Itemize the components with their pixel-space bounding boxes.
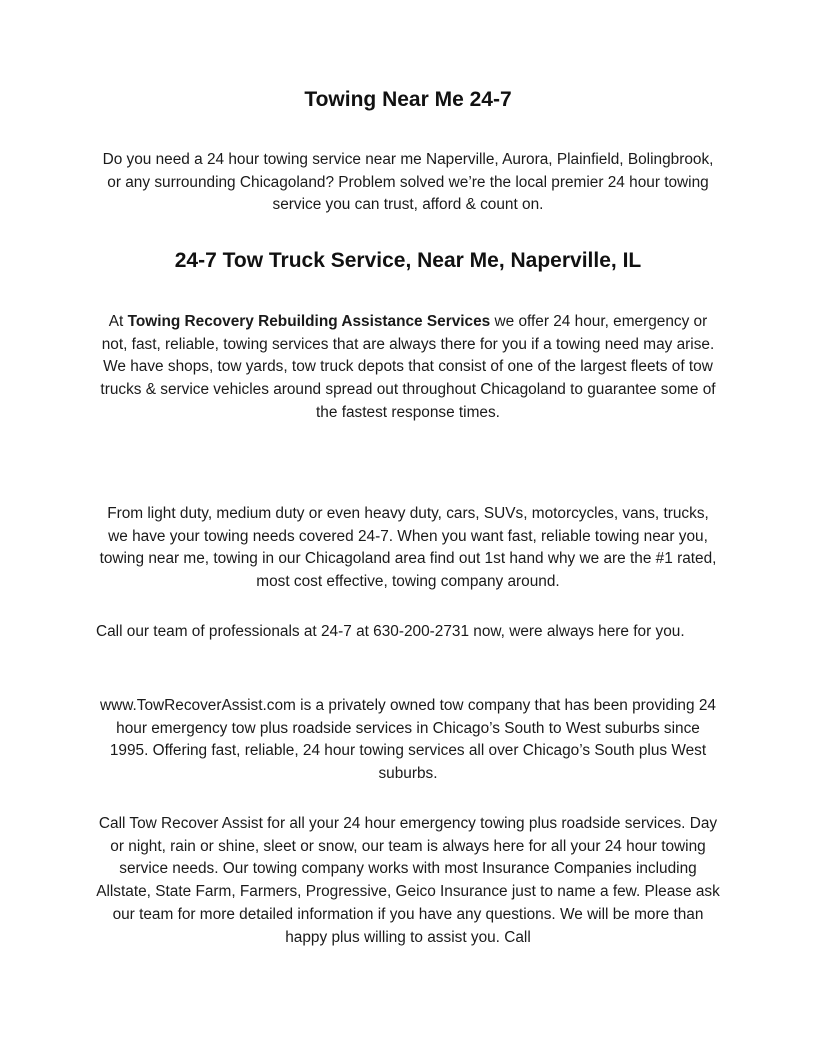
intro-paragraph: Do you need a 24 hour towing service near me Naperville, Aurora, Plainfield, Bolingbrook, or any surrounding Chicagoland? Problem solved we’re the local premier 24 hour towing service you can trust, afford & count on. <box>102 151 714 214</box>
vehicles-paragraph: From light duty, medium duty or even heavy duty, cars, SUVs, motorcycles, vans, trucks, we have your towing needs covered 24-7. When you want fast, reliable towing near you, towing near me, towing in our Chicagoland area find out 1st hand why we are the #1 rated, most cost effective, towing company around. <box>99 505 717 591</box>
company-name: Towing Recovery Rebuilding Assistance Services <box>127 313 491 330</box>
about-paragraph <box>96 311 720 425</box>
company-info-paragraph: www.TowRecoverAssist.com is a privately owned tow company that has been providing 24 hour emergency tow plus roadside services in Chicago’s South to West suburbs since 1995. Offering fast, reliable, 24 hour towing services all over Chicago’s South plus West suburbs. <box>100 697 716 783</box>
about-prefix: At <box>108 313 128 330</box>
insurance-paragraph: Call Tow Recover Assist for all your 24 hour emergency towing plus roadside services. Day or night, rain or shine, sleet or snow, our team is always here for all your 24 hour towing service needs. Our towing company works with most Insurance Companies including Allstate, State Farm, Farmers, Progressive, Geico Insurance just to name a few. Please ask our team for more detailed information if you have any questions. We will be more than happy plus willing to assist you. Call <box>96 815 720 946</box>
page-title: Towing Near Me 24-7 <box>304 88 512 111</box>
section-heading: 24-7 Tow Truck Service, Near Me, Naperville, IL <box>174 249 642 272</box>
call-paragraph: Call our team of professionals at 24-7 at 630-200-2731 now, were always here for you. <box>96 623 685 640</box>
about-body: we offer 24 hour, emergency or not, fast, reliable, towing services that are always there for you if a towing need may arise. We have shops, tow yards, tow truck depots that consist of one of the largest fleets of tow trucks & service vehicles around spread out throughout Chicagoland to guarantee some of the fastest response times. <box>100 313 716 421</box>
